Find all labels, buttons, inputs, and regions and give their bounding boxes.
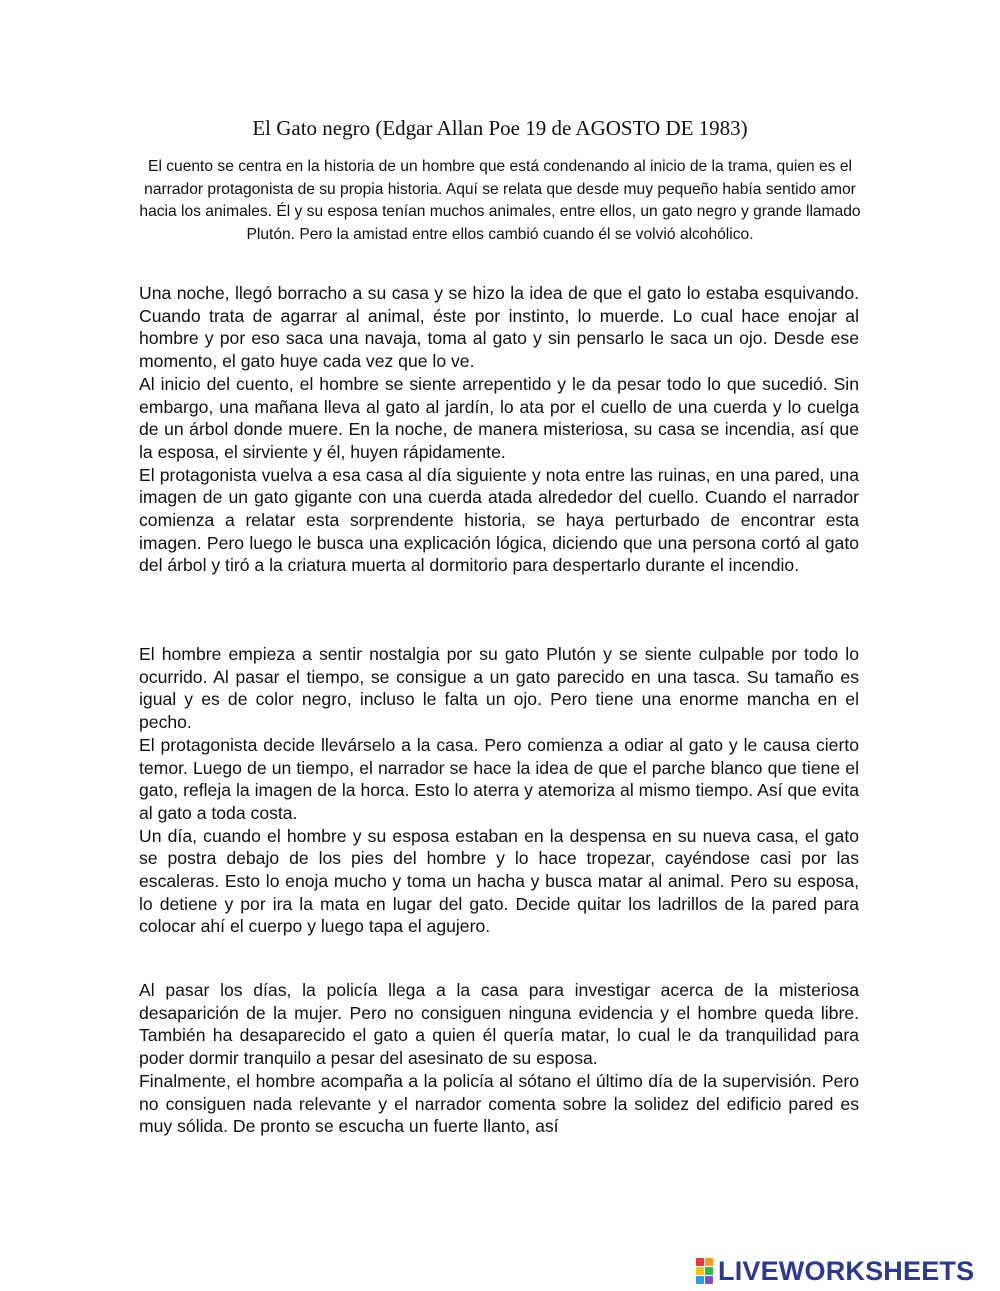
body-paragraph: Una noche, llegó borracho a su casa y se hizo la idea de que el gato lo estaba esquivando. Cuando trata de agarrar al animal, éste por instinto, lo muerde. Lo cual hace enojar al hombre y por eso saca una navaja, toma al gato y sin pensarlo le saca un ojo. Desde ese momento, el gato huye cada vez que lo ve. xyxy=(139,283,859,372)
liveworksheets-logo xyxy=(696,1258,974,1284)
body-paragraph: El protagonista decide llevárselo a la casa. Pero comienza a odiar al gato y le causa cierto temor. Luego de un tiempo, el narrador se hace la idea de que el parche blanco que tiene el gato, refleja la imagen de la horca. Esto lo aterra y atemoriza al mismo tiempo. Así que evita al gato a toda costa. xyxy=(139,734,859,823)
body-paragraph: El protagonista vuelva a esa casa al día siguiente y nota entre las ruinas, en una pared, una imagen de un gato gigante con una cuerda atada alrededor del cuello. Cuando el narrador comienza a relatar esta sorprendente historia, se haya perturbado de encontrar esta imagen. Pero luego le busca una explicación lógica, diciendo que una persona cortó al gato del árbol y tiró a la criatura muerta al dormitorio para despertarlo durante el incendio. xyxy=(139,464,859,576)
body-section-2 xyxy=(139,643,859,938)
logo-mark-icon xyxy=(696,1258,713,1284)
logo-square-icon xyxy=(696,1276,704,1284)
logo-square-icon xyxy=(705,1276,713,1284)
body-section-3 xyxy=(139,979,859,1138)
logo-square-icon xyxy=(705,1258,713,1266)
logo-text: LIVEWORKSHEETS xyxy=(718,1256,975,1286)
logo-square-icon xyxy=(696,1267,704,1275)
document-title: El Gato negro (Edgar Allan Poe 19 de AGOSTO DE 1983) xyxy=(252,116,748,140)
logo-square-icon xyxy=(705,1267,713,1275)
body-paragraph: Un día, cuando el hombre y su esposa estaban en la despensa en su nueva casa, el gato se postra debajo de los pies del hombre y lo hace tropezar, cayéndose casi por las escaleras. Esto lo enoja mucho y toma un hacha y busca matar al animal. Pero su esposa, lo detiene y por ira la mata en lugar del gato. Decide quitar los ladrillos de la pared para colocar ahí el cuerpo y luego tapa el agujero. xyxy=(139,825,859,937)
body-section-1 xyxy=(139,282,859,577)
summary-paragraph: El cuento se centra en la historia de un hombre que está condenando al inicio de la trama, quien es el narrador protagonista de su propia historia. Aquí se relata que desde muy pequeño había sentido amor hacia los animales. Él y su esposa tenían muchos animales, entre ellos, un gato negro y grande llamado Plutón. Pero la amistad entre ellos cambió cuando él se volvió alcohólico. xyxy=(139,158,861,243)
body-paragraph: Al pasar los días, la policía llega a la casa para investigar acerca de la misteriosa desaparición de la mujer. Pero no consiguen ninguna evidencia y el hombre queda libre. También ha desaparecido el gato a quien él quería matar, lo cual le da tranquilidad para poder dormir tranquilo a pesar del asesinato de su esposa. xyxy=(139,980,859,1069)
body-paragraph: Al inicio del cuento, el hombre se siente arrepentido y le da pesar todo lo que sucedió. Sin embargo, una mañana lleva al gato al jardín, lo ata por el cuello de una cuerda y lo cuelga de un árbol donde muere. En la noche, de manera misteriosa, su casa se incendia, así que la esposa, el sirviente y él, huyen rápidamente. xyxy=(139,373,859,462)
body-paragraph: Finalmente, el hombre acompaña a la policía al sótano el último día de la supervisión. Pero no consiguen nada relevante y el narrador comenta sobre la solidez del edificio pared es muy sólida. De pronto se escucha un fuerte llanto, así xyxy=(139,1070,859,1137)
logo-square-icon xyxy=(696,1258,704,1266)
body-paragraph: El hombre empieza a sentir nostalgia por su gato Plutón y se siente culpable por todo lo ocurrido. Al pasar el tiempo, se consigue a un gato parecido en una tasca. Su tamaño es igual y es de color negro, incluso le falta un ojo. Pero tiene una enorme mancha en el pecho. xyxy=(139,644,859,733)
